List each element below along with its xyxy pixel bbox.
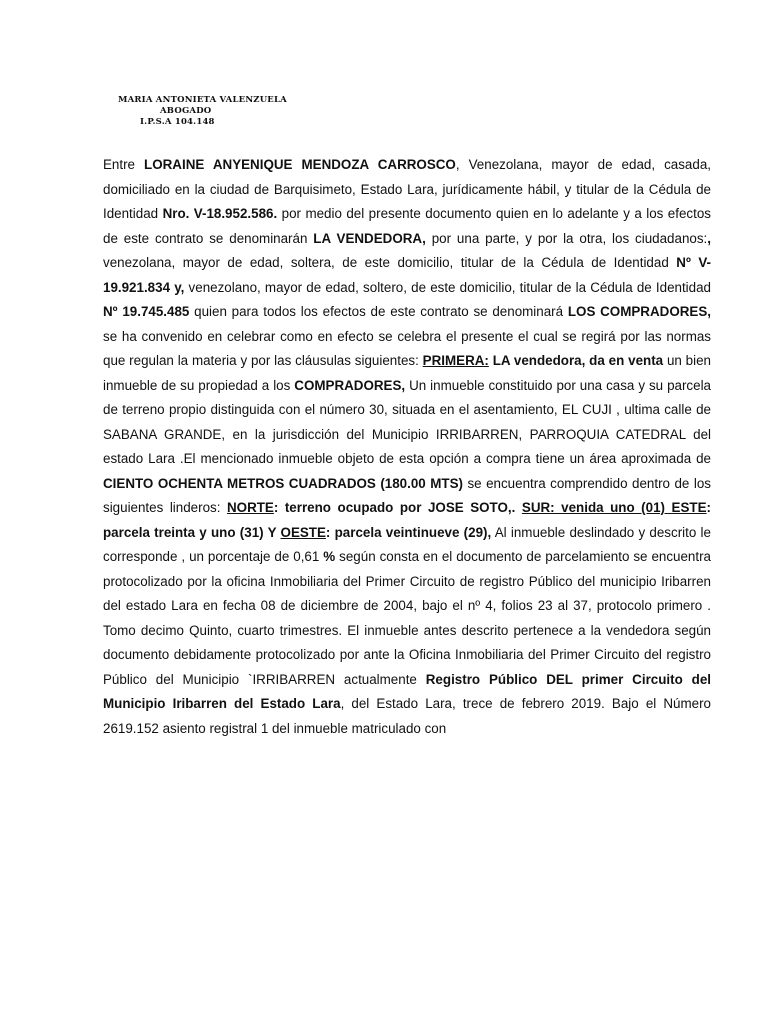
contract-text: Un inmueble constituido por una casa y su parcela de terreno propio distinguida con el número 30, situada en el asentamiento, EL CUJI , ultima calle de SABANA GRANDE, en la jurisdicción del Municipio IRRIBARREN, PARROQUIA CATEDRAL del estado Lara .El mencionado inmueble objeto de esta opción a compra tiene un área aproximada de [103, 377, 711, 466]
buyers-label: COMPRADORES, [294, 377, 406, 393]
buyer-2-id-number: Nº 19.745.485 [103, 304, 190, 319]
contract-text: venezolana, mayor de edad, soltera, de este domicilio, titular de la Cédula de Identidad [103, 255, 677, 270]
boundary-norte-label: NORTE [226, 500, 274, 515]
lawyer-ipsa-number: I.P.S.A 104.148 [140, 117, 215, 127]
boundary-sur: SUR: venida uno (01) [521, 500, 672, 515]
seller-name: LORAINE ANYENIQUE MENDOZA CARROSCO [144, 157, 456, 172]
contract-text-bold: , [707, 230, 711, 246]
boundary-norte-text: : terreno ocupado por JOSE SOTO,. [273, 500, 522, 515]
clause-text-bold: LA vendedora, da en venta [488, 353, 664, 368]
lawyer-title: ABOGADO [160, 106, 212, 116]
buyers-role: LOS COMPRADORES, [567, 304, 711, 319]
boundary-oeste-label: OESTE [280, 524, 326, 540]
contract-text: un bien inmueble de su propiedad a los [103, 353, 711, 393]
contract-text: quien para todos los efectos de este contrato se denominará [189, 304, 568, 319]
boundary-este-text: : parcela treinta y uno (31) Y [103, 500, 711, 540]
contract-text: se encuentra comprendido dentro de los siguientes linderos: [103, 475, 711, 515]
contract-text: , Venezolana, mayor de edad, casada, domiciliado en la ciudad de Barquisimeto, Estado Lara, jurídicamente hábil, y titular de la Cédula de Identidad [103, 157, 711, 221]
boundary-este-label: ESTE [671, 500, 707, 515]
seller-role: LA VENDEDORA, [313, 230, 426, 246]
contract-text: Entre [103, 157, 145, 172]
property-area: CIENTO OCHENTA METROS CUADRADOS (180.00 MTS) [103, 475, 463, 491]
contract-paragraph [103, 153, 711, 741]
percentage-sign: % [323, 549, 336, 564]
registry-office: Registro Público DEL primer Circuito del Municipio Iribarren del Estado Lara [103, 671, 711, 711]
contract-text: por una parte, y por la otra, los ciudadanos: [425, 230, 708, 246]
contract-text: , del Estado Lara, trece de febrero 2019. Bajo el Número 2619.152 asiento registral 1 del inmueble matriculado con [103, 696, 711, 736]
clause-heading-primera: PRIMERA: [422, 353, 489, 368]
boundary-oeste-text: : parcela veintinueve (29), [325, 524, 492, 540]
contract-text: por medio del presente documento quien en lo adelante y a los efectos de este contrato se denominarán [103, 206, 711, 246]
contract-text: Al inmueble deslindado y descrito le corresponde , un porcentaje de 0,61 [103, 524, 711, 564]
contract-text: venezolano, mayor de edad, soltero, de este domicilio, titular de la Cédula de Identidad [184, 279, 712, 295]
contract-text: según consta en el documento de parcelamiento se encuentra protocolizado por la oficina Inmobiliaria del Primer Circuito de registro Público del municipio Iribarren del estado Lara en fecha 08 de diciembre de 2004, bajo el nº 4, folios 23 al 37, protocolo primero . Tomo decimo Quinto, cuarto trimestres. El inmueble antes descrito pertenece a la vendedora según documento debidamente protocolizado por ante la Oficina Inmobiliaria del Primer Circuito del registro Público del Municipio `IRRIBARREN actualmente [103, 549, 711, 687]
contract-text: se ha convenido en celebrar como en efecto se celebra el presente el cual se regirá por las normas que regulan la materia y por las cláusulas siguientes: [103, 328, 711, 368]
letterhead [118, 95, 318, 128]
seller-id-number: Nro. V-18.952.586. [162, 206, 278, 221]
buyer-1-id-number: Nº V-19.921.834 y, [103, 255, 711, 295]
lawyer-name: MARIA ANTONIETA VALENZUELA [118, 95, 287, 105]
